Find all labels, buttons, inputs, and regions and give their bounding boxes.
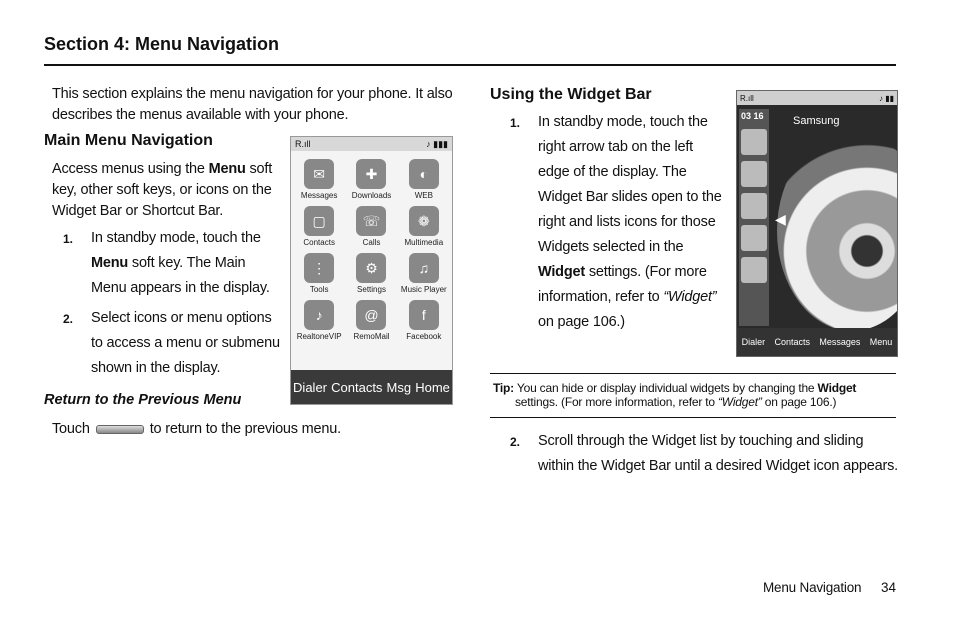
- contacts-icon: ▢: [304, 206, 334, 236]
- right-step-1-number: 1.: [510, 116, 521, 130]
- messages-icon: ✉: [304, 159, 334, 189]
- menu-item-label: Settings: [357, 285, 386, 294]
- music-player-icon: ♫: [409, 253, 439, 283]
- menu-item-facebook: [398, 300, 450, 341]
- tip-widget-reference: “Widget”: [718, 395, 762, 409]
- right-step-1-line-1: In standby mode, touch the: [538, 114, 708, 130]
- menu-key-label: Menu: [91, 255, 129, 271]
- right-step-2: [538, 429, 898, 479]
- widget-bar-contacts: Contacts: [774, 337, 811, 347]
- alarm-widget-icon: [741, 193, 767, 219]
- access-menu-key: Menu: [208, 161, 246, 177]
- menu-item-music-player: [398, 253, 450, 294]
- menu-bar-home: Home: [415, 379, 450, 395]
- widget-brand: Samsung: [793, 115, 840, 127]
- right-step-1: [538, 110, 733, 335]
- battery-icon: ♪ ▮▮▮: [426, 138, 448, 149]
- menu-item-remomail: [345, 300, 397, 341]
- right-step-1-line-2: right arrow tab on the left: [538, 139, 693, 155]
- menu-item-contacts: [293, 206, 345, 247]
- multimedia-icon: ❁: [409, 206, 439, 236]
- menu-item-label: Downloads: [351, 191, 392, 200]
- access-line-2: key, other soft keys, or icons on the: [52, 182, 272, 198]
- tip-line-1: [493, 381, 893, 395]
- menu-item-label: RealtoneVIP: [296, 332, 342, 341]
- widget-bar-dialer: Dialer: [741, 337, 766, 347]
- widget-bar-panel: [739, 109, 769, 326]
- memo-widget-icon: [741, 257, 767, 283]
- return-heading: Return to the Previous Menu: [44, 392, 242, 408]
- left-step-1-number: 1.: [63, 232, 74, 246]
- widget-date: 03 16: [741, 111, 764, 121]
- tip-line-2-text: settings. (For more information, refer to: [515, 395, 719, 409]
- menu-item-calls: [345, 206, 397, 247]
- right-step-1-line-4: Widget Bar slides open to the: [538, 189, 722, 205]
- right-step-1-line-3: edge of the display. The: [538, 164, 687, 180]
- back-key-icon: [96, 425, 144, 434]
- menu-bar-contacts: Contacts: [331, 379, 383, 395]
- remomail-icon: @: [356, 300, 386, 330]
- menu-item-realtonevip: [293, 300, 345, 341]
- access-text-c: soft: [245, 161, 273, 177]
- clock-widget-icon: [741, 161, 767, 187]
- main-menu-icon-grid: [291, 151, 452, 341]
- access-paragraph: [52, 159, 282, 222]
- facebook-icon: f: [409, 300, 439, 330]
- right-step-1-line-7-text: settings. (For more: [585, 264, 707, 280]
- intro-line-1: This section explains the menu navigation for your phone. It also: [52, 86, 453, 102]
- left-step-1-line-3: Menu appears in the display.: [91, 280, 270, 296]
- menu-item-label: Messages: [300, 191, 338, 200]
- access-line-1: [52, 159, 282, 180]
- menu-item-web: [398, 159, 450, 200]
- main-menu-heading: Main Menu Navigation: [44, 132, 213, 149]
- touch-text-a: Touch: [52, 421, 90, 437]
- right-step-1-line-9: on page 106.): [538, 314, 625, 330]
- widget-battery-icon: ♪ ▮▮: [878, 93, 894, 103]
- menu-item-downloads: [345, 159, 397, 200]
- menu-item-tools: [293, 253, 345, 294]
- tip-label: Tip:: [493, 381, 514, 395]
- main-menu-status-bar: [291, 137, 452, 151]
- menu-item-label: Tools: [309, 285, 329, 294]
- widget-signal-icon: R.ıll: [740, 93, 754, 103]
- tip-line-2-end: on page 106.): [761, 395, 837, 409]
- flower-wallpaper: [777, 131, 898, 331]
- widget-label: Widget: [538, 264, 585, 280]
- signal-icon: R.ıll: [295, 139, 311, 149]
- left-step-1: [91, 226, 281, 301]
- left-step-2: [91, 306, 281, 381]
- realtonevip-icon: ♪: [304, 300, 334, 330]
- settings-icon: ⚙: [356, 253, 386, 283]
- left-step-2-line-1: Select icons or menu options: [91, 310, 272, 326]
- main-menu-shortcut-bar: [291, 370, 452, 404]
- tip-bottom-rule: [490, 417, 896, 418]
- menu-item-label: Music Player: [400, 285, 447, 294]
- menu-item-label: Facebook: [406, 332, 442, 341]
- intro-paragraph: [52, 84, 462, 126]
- widget-status-bar: [737, 91, 897, 105]
- tip-widget-label: Widget: [817, 381, 857, 395]
- web-icon: ◐: [409, 159, 439, 189]
- menu-item-label: WEB: [414, 191, 433, 200]
- right-step-1-line-8-text: information, refer to: [538, 289, 664, 305]
- access-line-3: Widget Bar or Shortcut Bar.: [52, 203, 224, 219]
- footer-section: Menu Navigation: [763, 580, 862, 595]
- menu-item-settings: [345, 253, 397, 294]
- menu-item-label: RemoMail: [353, 332, 390, 341]
- footer-page-number: 34: [881, 580, 897, 595]
- widget-bar-messages: Messages: [819, 337, 861, 347]
- intro-line-2: describes the menus available with your phone.: [52, 107, 349, 123]
- menu-item-label: Contacts: [303, 238, 335, 247]
- left-step-2-line-2: to access a menu or submenu: [91, 335, 280, 351]
- right-step-1-line-5: right and lists icons for those: [538, 214, 716, 230]
- left-step-1-line-2: [91, 251, 281, 276]
- widget-reference-link: “Widget”: [663, 289, 717, 305]
- right-step-2-line-1: Scroll through the Widget list by touching and sliding: [538, 433, 864, 449]
- tip-line-2: [493, 395, 893, 409]
- arrow-left-icon: ◀: [775, 211, 786, 227]
- widget-bar-menu: Menu: [869, 337, 893, 347]
- widget-bar-screenshot: [736, 90, 898, 357]
- left-step-1-line-2-text: soft key. The Main: [128, 255, 246, 271]
- widget-bar-heading: Using the Widget Bar: [490, 86, 652, 103]
- tools-icon: ⋮: [304, 253, 334, 283]
- left-step-2-line-3: shown in the display.: [91, 360, 221, 376]
- menu-item-label: Multimedia: [404, 238, 444, 247]
- left-step-1-line-1: In standby mode, touch the: [91, 230, 261, 246]
- downloads-icon: ✚: [356, 159, 386, 189]
- touch-paragraph: [52, 419, 341, 440]
- menu-item-messages: [293, 159, 345, 200]
- touch-text-b: to return to the previous menu.: [149, 421, 341, 437]
- right-step-2-line-2: within the Widget Bar until a desired Widget icon appears.: [538, 458, 898, 474]
- left-step-2-number: 2.: [63, 312, 74, 326]
- widget-shortcut-bar: [737, 328, 897, 356]
- right-step-2-number: 2.: [510, 435, 521, 449]
- tip-box: [493, 381, 893, 409]
- main-menu-screenshot: [290, 136, 453, 405]
- menu-item-multimedia: [398, 206, 450, 247]
- avatar-widget-icon: [741, 225, 767, 251]
- title-rule: [44, 64, 896, 66]
- right-step-1-line-7: [538, 260, 733, 285]
- right-step-1-line-6: Widgets selected in the: [538, 239, 684, 255]
- tip-line-1-text: You can hide or display individual widgets by changing the: [513, 381, 818, 395]
- calls-icon: ☏: [356, 206, 386, 236]
- menu-item-label: Calls: [362, 238, 381, 247]
- page-title: Section 4: Menu Navigation: [44, 34, 280, 54]
- menu-bar-msg: Msg: [386, 379, 412, 395]
- access-text-a: Access menus using the: [52, 161, 209, 177]
- tip-top-rule: [490, 373, 896, 374]
- right-step-1-line-8: [538, 285, 733, 310]
- photo-widget-icon: [741, 129, 767, 155]
- menu-bar-dialer: Dialer: [293, 379, 328, 395]
